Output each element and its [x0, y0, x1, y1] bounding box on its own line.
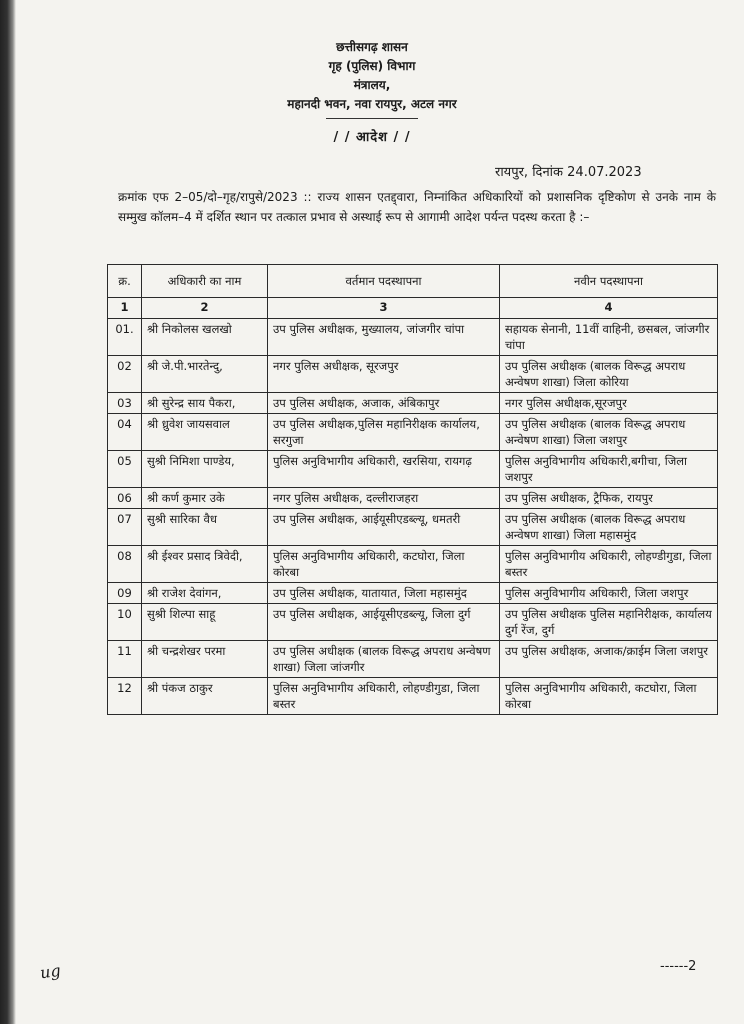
header-ministry: मंत्रालय, [353, 78, 391, 92]
row-new-posting: पुलिस अनुविभागीय अधिकारी, कटघोरा, जिला कोरबा [500, 678, 718, 715]
table-row [108, 451, 718, 488]
row-new-posting: उप पुलिस अधीक्षक, अजाक/क्राईम जिला जशपुर [500, 641, 718, 678]
date-line: रायपुर, दिनांक 24.07.2023 [495, 165, 642, 180]
row-serial: 12 [108, 678, 142, 715]
row-officer-name: श्री ईश्वर प्रसाद त्रिवेदी, [142, 546, 268, 583]
table-row [108, 488, 718, 509]
order-intro-paragraph: क्रमांक एफ 2–05/दो–गृह/रापुसे/2023 :: राज्य शासन एतद्द्वारा, निम्नांकित अधिकारियों को प्रशासनिक दृष्टिकोण से उनके नाम के सम्मुख कॉलम–4 में दर्शित स्थान पर तत्काल प्रभाव से अस्थाई रूप से आगामी आदेश पर्यन्त पदस्थ करता है :– [118, 190, 716, 224]
header-rule [326, 118, 418, 119]
row-serial: 07 [108, 509, 142, 546]
header-department: गृह (पुलिस) विभाग [328, 59, 416, 73]
row-current-posting: उप पुलिस अधीक्षक, आईयूसीएडब्ल्यू, धमतरी [268, 509, 500, 546]
row-serial: 01. [108, 319, 142, 356]
header-new-posting: नवीन पदस्थापना [500, 265, 718, 298]
header-serial: क्र. [108, 265, 142, 298]
column-number: 1 [108, 298, 142, 319]
row-new-posting: नगर पुलिस अधीक्षक,सूरजपुर [500, 393, 718, 414]
order-title: / / आदेश / / [333, 130, 411, 145]
row-officer-name: सुश्री निमिशा पाण्डेय, [142, 451, 268, 488]
row-current-posting: पुलिस अनुविभागीय अधिकारी, कटघोरा, जिला कोरबा [268, 546, 500, 583]
document-header [0, 38, 744, 145]
row-current-posting: नगर पुलिस अधीक्षक, दल्लीराजहरा [268, 488, 500, 509]
row-new-posting: उप पुलिस अधीक्षक पुलिस महानिरीक्षक, कार्यालय दुर्ग रेंज, दुर्ग [500, 604, 718, 641]
next-page-marker: ------2 [660, 959, 697, 974]
scan-edge-shadow [0, 0, 16, 1024]
row-current-posting: उप पुलिस अधीक्षक (बालक विरूद्ध अपराध अन्वेषण शाखा) जिला जांजगीर [268, 641, 500, 678]
row-serial: 11 [108, 641, 142, 678]
row-current-posting: उप पुलिस अधीक्षक, मुख्यालय, जांजगीर चांपा [268, 319, 500, 356]
row-officer-name: सुश्री शिल्पा साहू [142, 604, 268, 641]
row-officer-name: श्री ध्रुवेश जायसवाल [142, 414, 268, 451]
posting-table [107, 264, 718, 715]
table-row [108, 414, 718, 451]
row-officer-name: श्री निकोलस खलखो [142, 319, 268, 356]
header-government: छत्तीसगढ़ शासन [336, 40, 408, 54]
column-number: 3 [268, 298, 500, 319]
header-address: महानदी भवन, नवा रायपुर, अटल नगर [287, 97, 457, 111]
table-header-row [108, 265, 718, 298]
row-serial: 05 [108, 451, 142, 488]
column-number-row [108, 298, 718, 319]
row-new-posting: सहायक सेनानी, 11वीं वाहिनी, छसबल, जांजगीर चांपा [500, 319, 718, 356]
row-current-posting: पुलिस अनुविभागीय अधिकारी, खरसिया, रायगढ़ [268, 451, 500, 488]
header-officer-name: अधिकारी का नाम [142, 265, 268, 298]
row-officer-name: श्री कर्ण कुमार उके [142, 488, 268, 509]
table-row [108, 641, 718, 678]
row-officer-name: श्री पंकज ठाकुर [142, 678, 268, 715]
column-number: 4 [500, 298, 718, 319]
row-serial: 10 [108, 604, 142, 641]
row-serial: 08 [108, 546, 142, 583]
row-serial: 06 [108, 488, 142, 509]
table-row [108, 546, 718, 583]
row-current-posting: उप पुलिस अधीक्षक,पुलिस महानिरीक्षक कार्यालय, सरगुजा [268, 414, 500, 451]
row-new-posting: उप पुलिस अधीक्षक (बालक विरूद्ध अपराध अन्वेषण शाखा) जिला महासमुंद [500, 509, 718, 546]
row-serial: 03 [108, 393, 142, 414]
row-current-posting: उप पुलिस अधीक्षक, अजाक, अंबिकापुर [268, 393, 500, 414]
table-row [108, 509, 718, 546]
header-current-posting: वर्तमान पदस्थापना [268, 265, 500, 298]
row-new-posting: उप पुलिस अधीक्षक, ट्रैफिक, रायपुर [500, 488, 718, 509]
row-current-posting: उप पुलिस अधीक्षक, यातायात, जिला महासमुंद [268, 583, 500, 604]
table-row [108, 604, 718, 641]
table-row [108, 583, 718, 604]
table-row [108, 393, 718, 414]
row-new-posting: पुलिस अनुविभागीय अधिकारी,बगीचा, जिला जशपुर [500, 451, 718, 488]
row-new-posting: उप पुलिस अधीक्षक (बालक विरूद्ध अपराध अन्वेषण शाखा) जिला कोरिया [500, 356, 718, 393]
table-row [108, 319, 718, 356]
row-officer-name: श्री सुरेन्द्र साय पैकरा, [142, 393, 268, 414]
row-new-posting: पुलिस अनुविभागीय अधिकारी, लोहण्डीगुडा, जिला बस्तर [500, 546, 718, 583]
handwritten-initials: ug [38, 960, 62, 983]
row-officer-name: सुश्री सारिका वैध [142, 509, 268, 546]
row-current-posting: उप पुलिस अधीक्षक, आईयूसीएडब्ल्यू, जिला दुर्ग [268, 604, 500, 641]
row-new-posting: पुलिस अनुविभागीय अधिकारी, जिला जशपुर [500, 583, 718, 604]
row-officer-name: श्री चन्द्रशेखर परमा [142, 641, 268, 678]
table-row [108, 678, 718, 715]
row-officer-name: श्री जे.पी.भारतेन्दु, [142, 356, 268, 393]
row-serial: 09 [108, 583, 142, 604]
row-current-posting: पुलिस अनुविभागीय अधिकारी, लोहण्डीगुडा, जिला बस्तर [268, 678, 500, 715]
row-officer-name: श्री राजेश देवांगन, [142, 583, 268, 604]
row-serial: 02 [108, 356, 142, 393]
table-row [108, 356, 718, 393]
row-current-posting: नगर पुलिस अधीक्षक, सूरजपुर [268, 356, 500, 393]
row-new-posting: उप पुलिस अधीक्षक (बालक विरूद्ध अपराध अन्वेषण शाखा) जिला जशपुर [500, 414, 718, 451]
column-number: 2 [142, 298, 268, 319]
row-serial: 04 [108, 414, 142, 451]
